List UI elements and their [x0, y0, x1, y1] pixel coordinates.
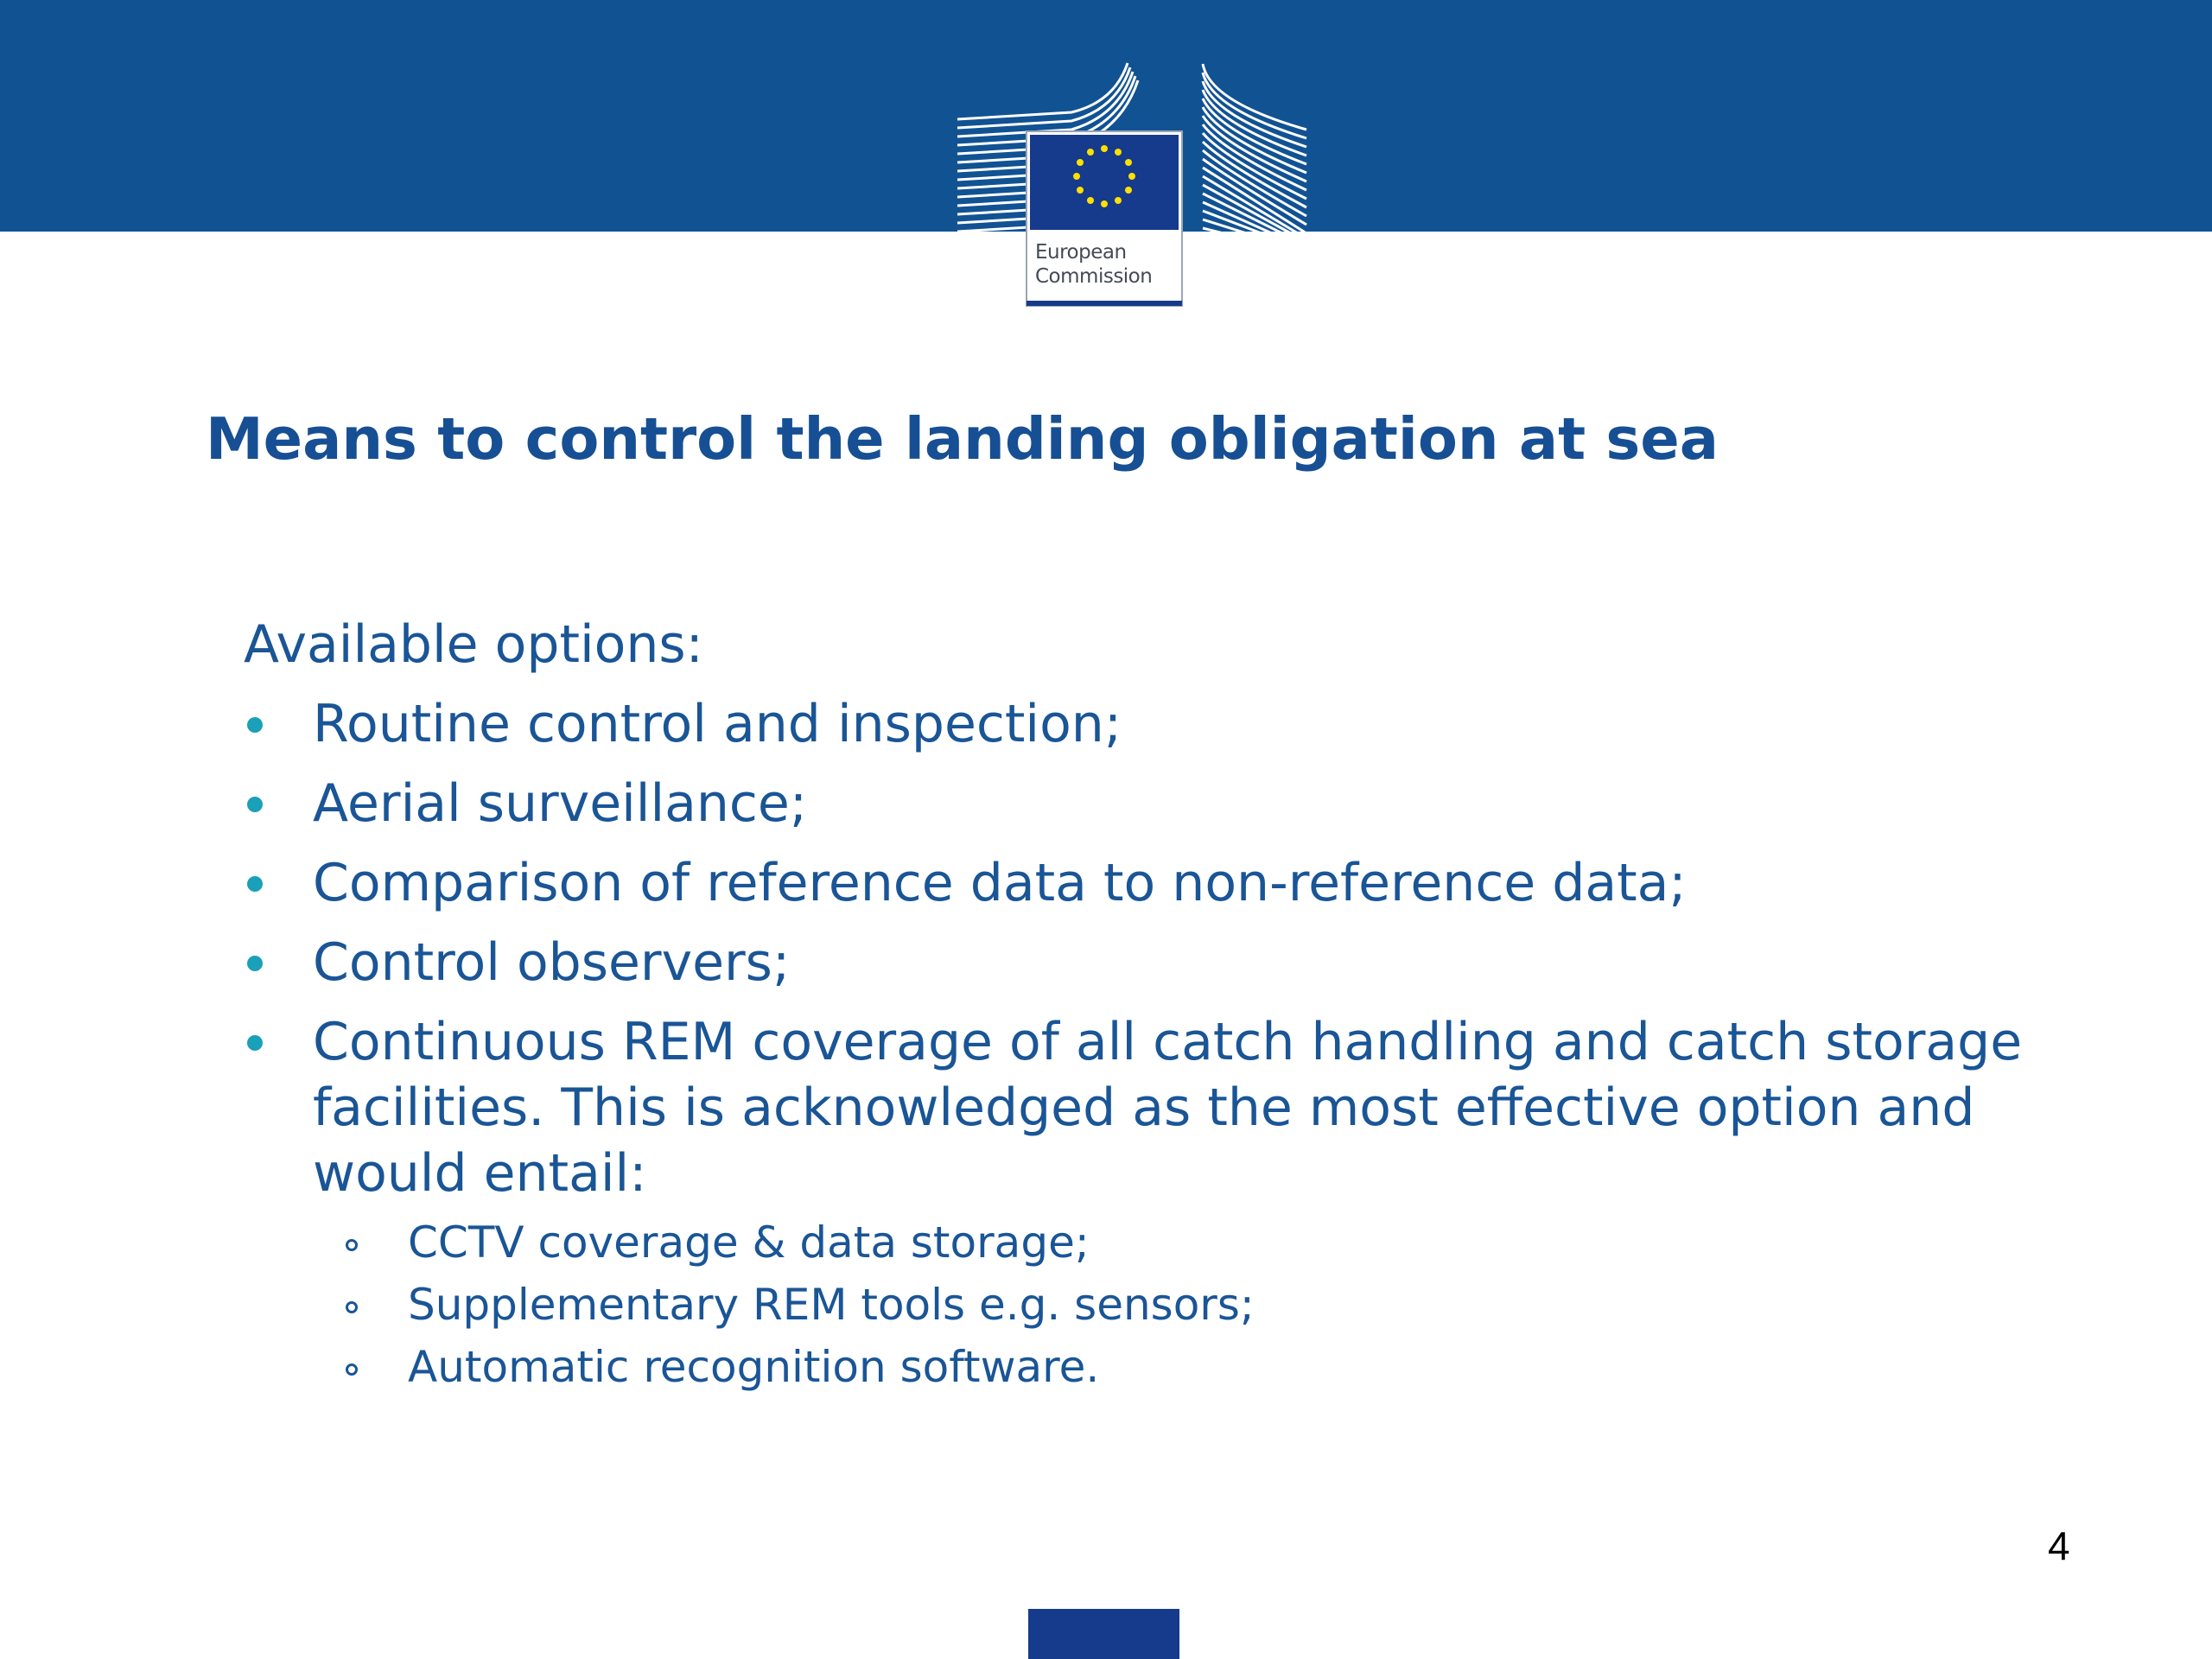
sub-bullet-text: Supplementary REM tools e.g. sensors;	[408, 1280, 1255, 1330]
bullet-list	[244, 691, 2058, 1393]
bullet-icon	[247, 1035, 263, 1051]
sub-bullet-icon	[346, 1301, 358, 1313]
bullet-icon	[247, 717, 263, 733]
bullet-text: Comparison of reference data to non-reference data;	[313, 853, 1687, 913]
bullet-item	[244, 930, 2058, 995]
sub-bullet-text: Automatic recognition software.	[408, 1342, 1100, 1392]
sub-bullet-list	[339, 1217, 2058, 1393]
sub-bullet-item	[339, 1279, 2058, 1331]
bullet-text: Aerial surveillance;	[313, 773, 808, 834]
bullet-item	[244, 691, 2058, 757]
bullet-item	[244, 850, 2058, 916]
bullet-item	[244, 771, 2058, 836]
logo-underline	[1027, 301, 1182, 306]
bullet-icon	[247, 797, 263, 812]
slide-content	[244, 612, 2058, 1407]
intro-text: Available options:	[244, 614, 703, 675]
slide-title: Means to control the landing obligation at sea	[206, 405, 1719, 473]
bullet-icon	[247, 876, 263, 892]
sub-bullet-item	[339, 1217, 2058, 1268]
bullet-text: Control observers;	[313, 932, 791, 993]
logo-caption	[1035, 240, 1152, 289]
bullet-text: Continuous REM coverage of all catch handling and catch storage facilities. This is acknowledged as the most effective option and would entail:	[313, 1012, 2023, 1204]
right-building-lines	[1203, 64, 1306, 254]
logo-line-1: European	[1035, 241, 1127, 264]
bullet-text: Routine control and inspection;	[313, 694, 1122, 754]
bullet-item	[244, 1009, 2058, 1393]
sub-bullet-text: CCTV coverage & data storage;	[408, 1217, 1090, 1268]
sub-bullet-icon	[346, 1239, 358, 1251]
sub-bullet-icon	[346, 1363, 358, 1376]
eu-flag-icon	[1028, 1609, 1179, 1659]
logo-line-2: Commission	[1035, 265, 1153, 288]
bullet-icon	[247, 956, 263, 971]
sub-bullet-item	[339, 1341, 2058, 1393]
page-number: 4	[2048, 1523, 2070, 1568]
